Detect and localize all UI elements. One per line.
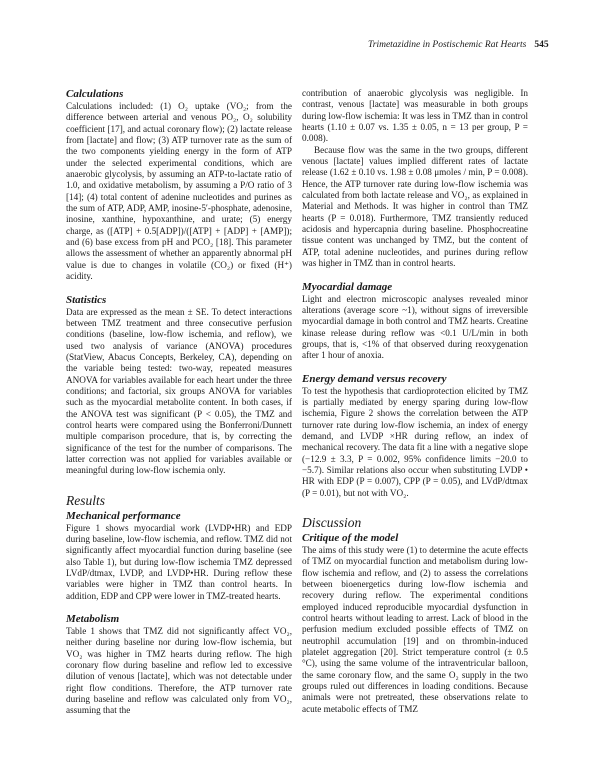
running-head-title: Trimetazidine in Postischemic Rat Hearts	[368, 40, 527, 50]
metabolism-paragraph: Table 1 shows that TMZ did not significantly affect VO₂, neither during baseline nor during low-flow ischemia, but VO₂ was higher in TMZ hearts during reflow. The high coronary flow during baseline and reflow led to excessive dilution of venous [lactate], which was not detectable under right flow conditions. Therefore, the ATP turnover rate during baseline and reflow was calculated only from VO₂, assuming that the	[66, 626, 292, 716]
metabolism-continued-paragraph: contribution of anaerobic glycolysis was negligible. In contrast, venous [lactate] was measurable in both groups during low-flow ischemia: It was less in TMZ than in control hearts (1.10 ± 0.07 vs. 1.35 ± 0.05, n = 13 per group, P = 0.008).	[302, 88, 528, 144]
statistics-paragraph: Data are expressed as the mean ± SE. To detect interactions between TMZ treatment and three consecutive perfusion conditions (baseline, low-flow ischemia, and reflow), we used two analysis of variance (ANOVA) procedures (StatView, Abacus Concepts, Berkeley, CA), depending on the variable being tested: two-way, repeated measures ANOVA for variables available for each heart under the three conditions; and factorial, six groups ANOVA for variables such as the myocardial metabolite content. In both cases, if the ANOVA test was significant (P < 0.05), the TMZ and control hearts were compared using the Bonferroni/Dunnett multiple comparison procedure, that is, by correcting the significance of the test for the number of comparisons. The latter correction was not applied for variables available or meaningful during low-flow ischemia only.	[66, 306, 292, 476]
page-number: 545	[534, 40, 549, 50]
calculations-heading: Calculations	[66, 88, 124, 100]
right-column	[302, 88, 528, 715]
mechanical-performance-heading: Mechanical performance	[66, 509, 181, 522]
results-heading: Results	[66, 492, 105, 508]
myocardial-damage-paragraph: Light and electron microscopic analyses revealed minor alterations (average score ~1), without signs of irreversible myocardial damage in both control and TMZ hearts. Creatine kinase release during reflow was <0.1 U/L/min in both groups, that is, <1% of that observed during reoxygenation after 1 hour of anoxia.	[302, 293, 528, 361]
myocardial-damage-heading: Myocardial damage	[302, 280, 393, 293]
statistics-heading: Statistics	[66, 293, 107, 306]
discussion-heading: Discussion	[302, 515, 362, 530]
energy-demand-paragraph: To test the hypothesis that cardioprotection elicited by TMZ is partially mediated by energy sparing during low-flow ischemia, Figure 2 shows the correlation between the ATP turnover rate during low-flow ischemia, an index of energy demand, and LVDP ×HR during reflow, an index of mechanical recovery. The data fit a line with a negative slope (−12.9 ± 3.3, P = 0.002, 95% confidence limits −20.0 to −5.7). Similar relations also occur when substituting LVDP • HR with EDP (P = 0.007), CPP (P = 0.05), and LVdP/dtmax (P = 0.01), but not with VO₂.	[302, 385, 528, 498]
lactate-paragraph: Because flow was the same in the two groups, different venous [lactate] values implied different rates of lactate release (1.62 ± 0.10 vs. 1.98 ± 0.08 μmoles / min, P = 0.008). Hence, the ATP turnover rate during low-flow ischemia was calculated from both lactate release and VO₂, as explained in Material and Methods. It was higher in control than TMZ hearts (P = 0.018). Furthermore, TMZ transiently reduced acidosis and hypercapnia during baseline. Phosphocreatine tissue content was unchanged by TMZ, but the content of ATP, total adenine nucleotides, and purines during reflow was higher in TMZ than in control hearts.	[302, 144, 528, 269]
critique-paragraph: The aims of this study were (1) to determine the acute effects of TMZ on myocardial function and metabolism during low-flow ischemia and reflow, and (2) to assess the correlations between bioenergetics during low-flow ischemia and recovery during reflow. The experimental conditions employed induced reproducible myocardial dysfunction in control hearts without leading to arrest. Lack of blood in the perfusion medium excluded possible effects of TMZ on neutrophil accumulation [19] and on thrombin-induced platelet aggregation [20]. Strict temperature control (± 0.5 °C), using the same volume of the intraventricular balloon, the same coronary flow, and the same O₂ supply in the two groups ruled out differences in loading conditions. Because animals were not pretreated, these observations relate to acute metabolic effects of TMZ	[302, 545, 528, 714]
critique-heading: Critique of the model	[302, 532, 399, 544]
energy-demand-heading: Energy demand versus recovery	[302, 372, 447, 385]
mechanical-performance-paragraph: Figure 1 shows myocardial work (LVDP•HR) and EDP during baseline, low-flow ischemia, and reflow. TMZ did not significantly affect myocardial function during baseline (see also Table 1), but during low-flow ischemia TMZ depressed LVdP/dtmax, LVDP, and LVDP•HR. During reflow these variables were higher in TMZ than control hearts. In addition, EDP and CPP were lower in TMZ-treated hearts.	[66, 522, 292, 601]
calculations-paragraph: Calculations included: (1) O₂ uptake (VO₂; from the difference between arterial and venous PO₂, O₂ solubility coefficient [17], and actual coronary flow); (2) lactate release from [lactate] and flow; (3) ATP turnover rate as the sum of the two components yielding energy in the form of ATP under the selected experimental conditions, which are anaerobic glycolysis, by assuming an ATP-to-lactate ratio of 1.0, and oxidative metabolism, by assuming a P/O ratio of 3 [14]; (4) total content of adenine nucleotides and purines as the sum of ATP, ADP, AMP, inosine-5′-phosphate, adenosine, inosine, xanthine, hypoxanthine, and urate; (5) energy charge, as ([ATP] + 0.5[ADP])/([ATP] + [ADP] + [AMP]); and (6) base excess from pH and PCO₂ [18]. This parameter allows the assessment of whether an apparently abnormal pH value is due to changes in volatile (CO₂) or fixed (H⁺) acidity.	[66, 101, 292, 282]
running-head	[368, 40, 548, 54]
metabolism-heading: Metabolism	[66, 613, 120, 626]
left-column	[66, 88, 292, 717]
